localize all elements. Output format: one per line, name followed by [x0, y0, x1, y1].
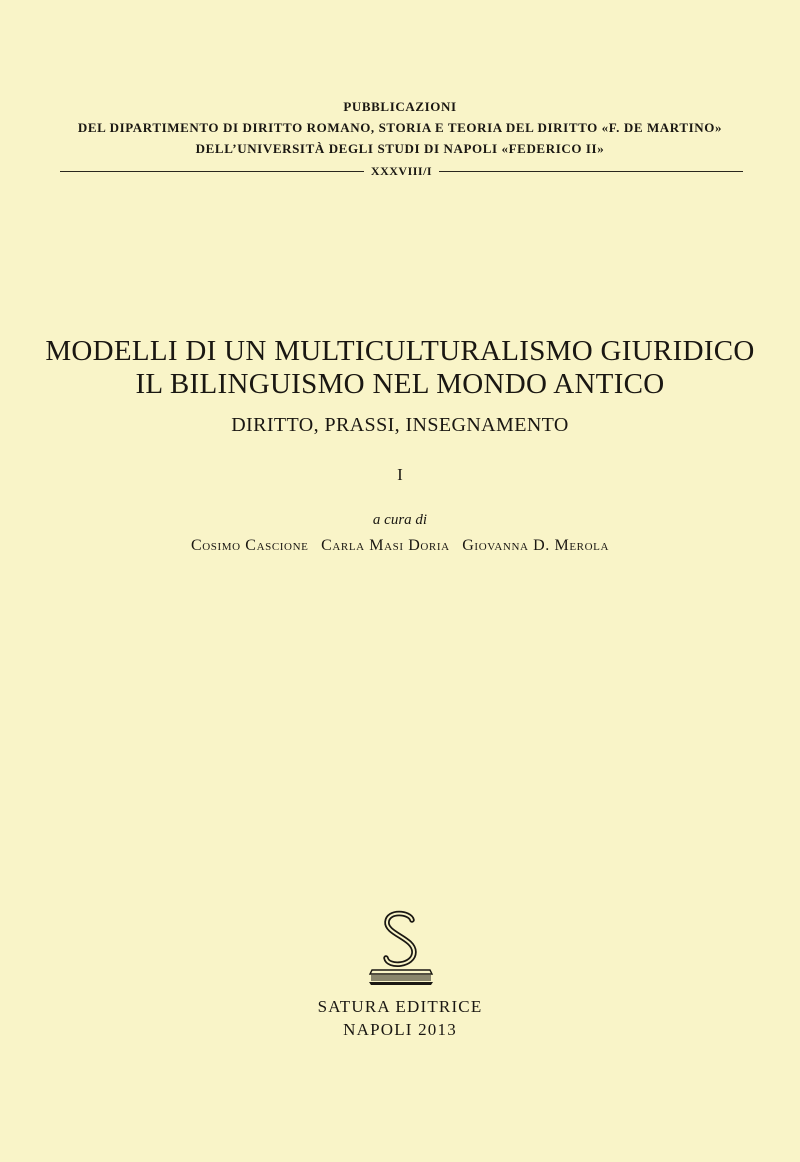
series-volume-rule	[60, 164, 743, 179]
divider-right	[439, 171, 743, 172]
publisher-place-year: NAPOLI 2013	[343, 1020, 457, 1039]
university-name: DELL’UNIVERSITÀ DEGLI STUDI DI NAPOLI «FEDERICO II»	[195, 141, 605, 156]
book-title-line-2: IL BILINGUISMO NEL MONDO ANTICO	[135, 368, 665, 400]
series-volume-number: XXXVIII/I	[370, 164, 433, 178]
series-label: PUBBLICAZIONI	[343, 99, 457, 114]
publisher-name: SATURA EDITRICE	[317, 997, 483, 1016]
divider-left	[60, 171, 364, 172]
editor-name: Giovanna D. Merola	[462, 537, 609, 554]
editors-intro: a cura di	[372, 512, 428, 528]
editor-name: Cosimo Cascione	[190, 537, 309, 554]
satura-s-on-book-icon	[366, 908, 436, 988]
book-subtitle: DIRITTO, PRASSI, INSEGNAMENTO	[231, 414, 569, 436]
editor-name: Carla Masi Doria	[321, 537, 450, 554]
department-name: DEL DIPARTIMENTO DI DIRITTO ROMANO, STORIA E TEORIA DEL DIRITTO «F. DE MARTINO»	[77, 120, 723, 135]
book-title-line-1: MODELLI DI UN MULTICULTURALISMO GIURIDICO	[45, 335, 755, 367]
editors-list	[0, 537, 800, 555]
volume-number: I	[397, 465, 403, 484]
series-header	[0, 96, 800, 159]
